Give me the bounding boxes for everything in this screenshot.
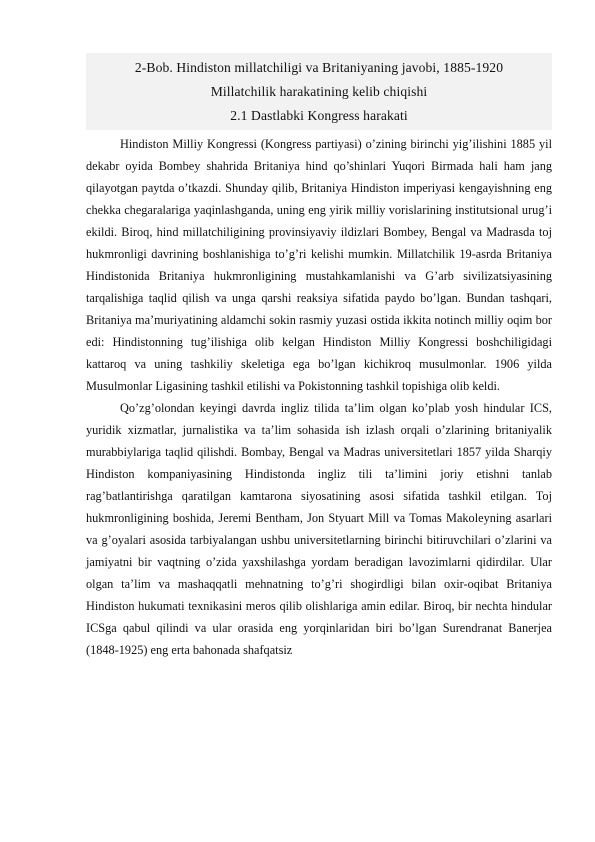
section-title: Millatchilik harakatining kelib chiqishi [210, 84, 428, 99]
subsection-title: 2.1 Dastlabki Kongress harakati [230, 108, 408, 123]
body-text [86, 133, 552, 661]
chapter-title: 2-Bob. Hindiston millatchiligi va Britaniyaning javobi, 1885-1920 [134, 60, 504, 75]
paragraph-1: Hindiston Milliy Kongressi (Kongress partiyasi) o’zining birinchi yig’ilishini 1885 yil dekabr oyida Bombey shahrida Britaniya hind qo’shinlari Yuqori Birmada hali ham jang qilayotgan paytda o’tkazdi. Shunday qilib, Britaniya Hindiston imperiyasi kengayishning eng chekka chegaralariga yaqinlashganda, uning eng yirik milliy vorislarining institutsional urug’i ekildi. Biroq, hind millatchiligining provinsiyaviy ildizlari Bombey, Bengal va Madrasda toj hukmronligi davrining boshlanishiga to’g’ri kelishi mumkin. Millatchilik 19-asrda Britaniya Hindistonida Britaniya hukmronligining mustahkamlanishi va G’arb sivilizatsiyasining tarqalishiga taqlid qilish va unga qarshi reaksiya sifatida paydo bo’lgan. Bundan tashqari, Britaniya ma’muriyatining aldamchi sokin rasmiy yuzasi ostida ikkita notinch milliy oqim bor edi: Hindistonning tug’ilishiga olib kelgan Hindiston Milliy Kongressi boshchiligidagi kattaroq va uning tashkiliy skeletiga ega bo’lgan kichikroq musulmonlar. 1906 yilda Musulmonlar Ligasining tashkil etilishi va Pokistonning tashkil topishiga olib keldi. [86, 137, 552, 393]
paragraph-2: Qo’zg’olondan keyingi davrda ingliz tilida ta’lim olgan ko’plab yosh hindular ICS, yuridik xizmatlar, jurnalistika va ta’lim sohasida ish izlash orqali o’zlarining britaniyalik murabbiylariga taqlid qilishdi. Bombay, Bengal va Madras universitetlari 1857 yilda Sharqiy Hindiston kompaniyasining Hindistonda ingliz tili ta’limini joriy etishni tanlab rag’batlantirishga qaratilgan kamtarona siyosatining asosi sifatida tashkil etilgan. Toj hukmronligining boshida, Jeremi Bentham, Jon Styuart Mill va Tomas Makoleyning asarlari va g’oyalari asosida tarbiyalangan ushbu universitetlarning birinchi bitiruvchilari o’zlarini va jamiyatni bir vaqtning o’zida yaxshilashga yordam beradigan lavozimlarni qidirdilar. Ular olgan ta’lim va mashaqqatli mehnatning to’g’ri shogirdligi bilan oxir-oqibat Britaniya Hindiston hukumati texnikasini meros qilib olishlariga amin edilar. Biroq, bir nechta hindular ICSga qabul qilindi va ular orasida eng yorqinlaridan biri bo’lgan Surendranat Banerjea (1848-1925) eng erta bahonada shafqatsiz [86, 401, 552, 657]
